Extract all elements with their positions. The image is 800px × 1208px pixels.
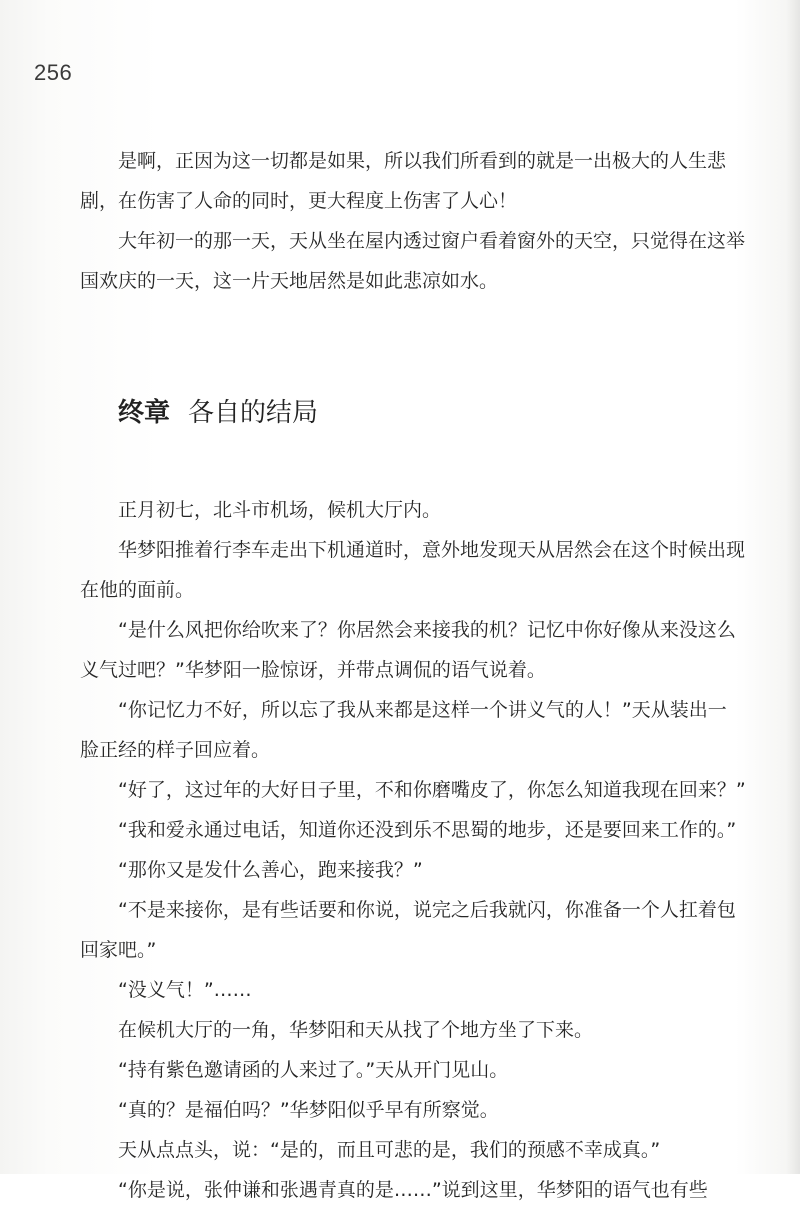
body-line: “你记忆力不好，所以忘了我从来都是这样一个讲义气的人！”天从装出一 bbox=[118, 699, 727, 721]
body-line: “真的？是福伯吗？”华梦阳似乎早有所察觉。 bbox=[118, 1099, 499, 1121]
body-line: 脸正经的样子回应着。 bbox=[80, 739, 271, 761]
body-line: 在他的面前。 bbox=[80, 579, 195, 601]
intro-paragraph-2-line-1: 大年初一的那一天，天从坐在屋内透过窗户看着窗外的天空，只觉得在这举 bbox=[118, 230, 746, 252]
body-line: 在候机大厅的一角，华梦阳和天从找了个地方坐了下来。 bbox=[118, 1019, 594, 1041]
intro-paragraph-2-line-2: 国欢庆的一天，这一片天地居然是如此悲凉如水。 bbox=[80, 270, 499, 292]
body-line: “持有紫色邀请函的人来过了。”天从开门见山。 bbox=[118, 1059, 509, 1081]
body-line: “是什么风把你给吹来了？你居然会来接我的机？记忆中你好像从来没这么 bbox=[118, 619, 736, 641]
body-line: “那你又是发什么善心，跑来接我？” bbox=[118, 859, 423, 881]
body-line: “不是来接你，是有些话要和你说，说完之后我就闪，你准备一个人扛着包 bbox=[118, 899, 736, 921]
page-edge-shadow bbox=[786, 0, 800, 1174]
body-line: “好了，这过年的大好日子里，不和你磨嘴皮了，你怎么知道我现在回来？” bbox=[118, 779, 746, 801]
body-line: 天从点点头，说：“是的，而且可悲的是，我们的预感不幸成真。” bbox=[118, 1139, 661, 1161]
chapter-title: 各自的结局 bbox=[188, 398, 319, 428]
body-line: 华梦阳推着行李车走出下机通道时，意外地发现天从居然会在这个时候出现 bbox=[118, 539, 746, 561]
intro-paragraph-1-line-2: 剧，在伤害了人命的同时，更大程度上伤害了人心！ bbox=[80, 190, 518, 212]
body-line: 义气过吧？”华梦阳一脸惊讶，并带点调侃的语气说着。 bbox=[80, 659, 546, 681]
chapter-label: 终章 bbox=[118, 398, 171, 428]
chapter-heading bbox=[118, 392, 318, 429]
page-number: 256 bbox=[34, 60, 73, 85]
body-line: “你是说，张仲谦和张遇青真的是……”说到这里，华梦阳的语气也有些 bbox=[118, 1179, 708, 1201]
body-line: 回家吧。” bbox=[80, 939, 157, 961]
body-line: 正月初七，北斗市机场，候机大厅内。 bbox=[118, 499, 442, 521]
body-line: “没义气！”…… bbox=[118, 979, 252, 1001]
body-line: “我和爱永通过电话，知道你还没到乐不思蜀的地步，还是要回来工作的。” bbox=[118, 819, 737, 841]
intro-paragraph-1-line-1: 是啊，正因为这一切都是如果，所以我们所看到的就是一出极大的人生悲 bbox=[118, 150, 727, 172]
